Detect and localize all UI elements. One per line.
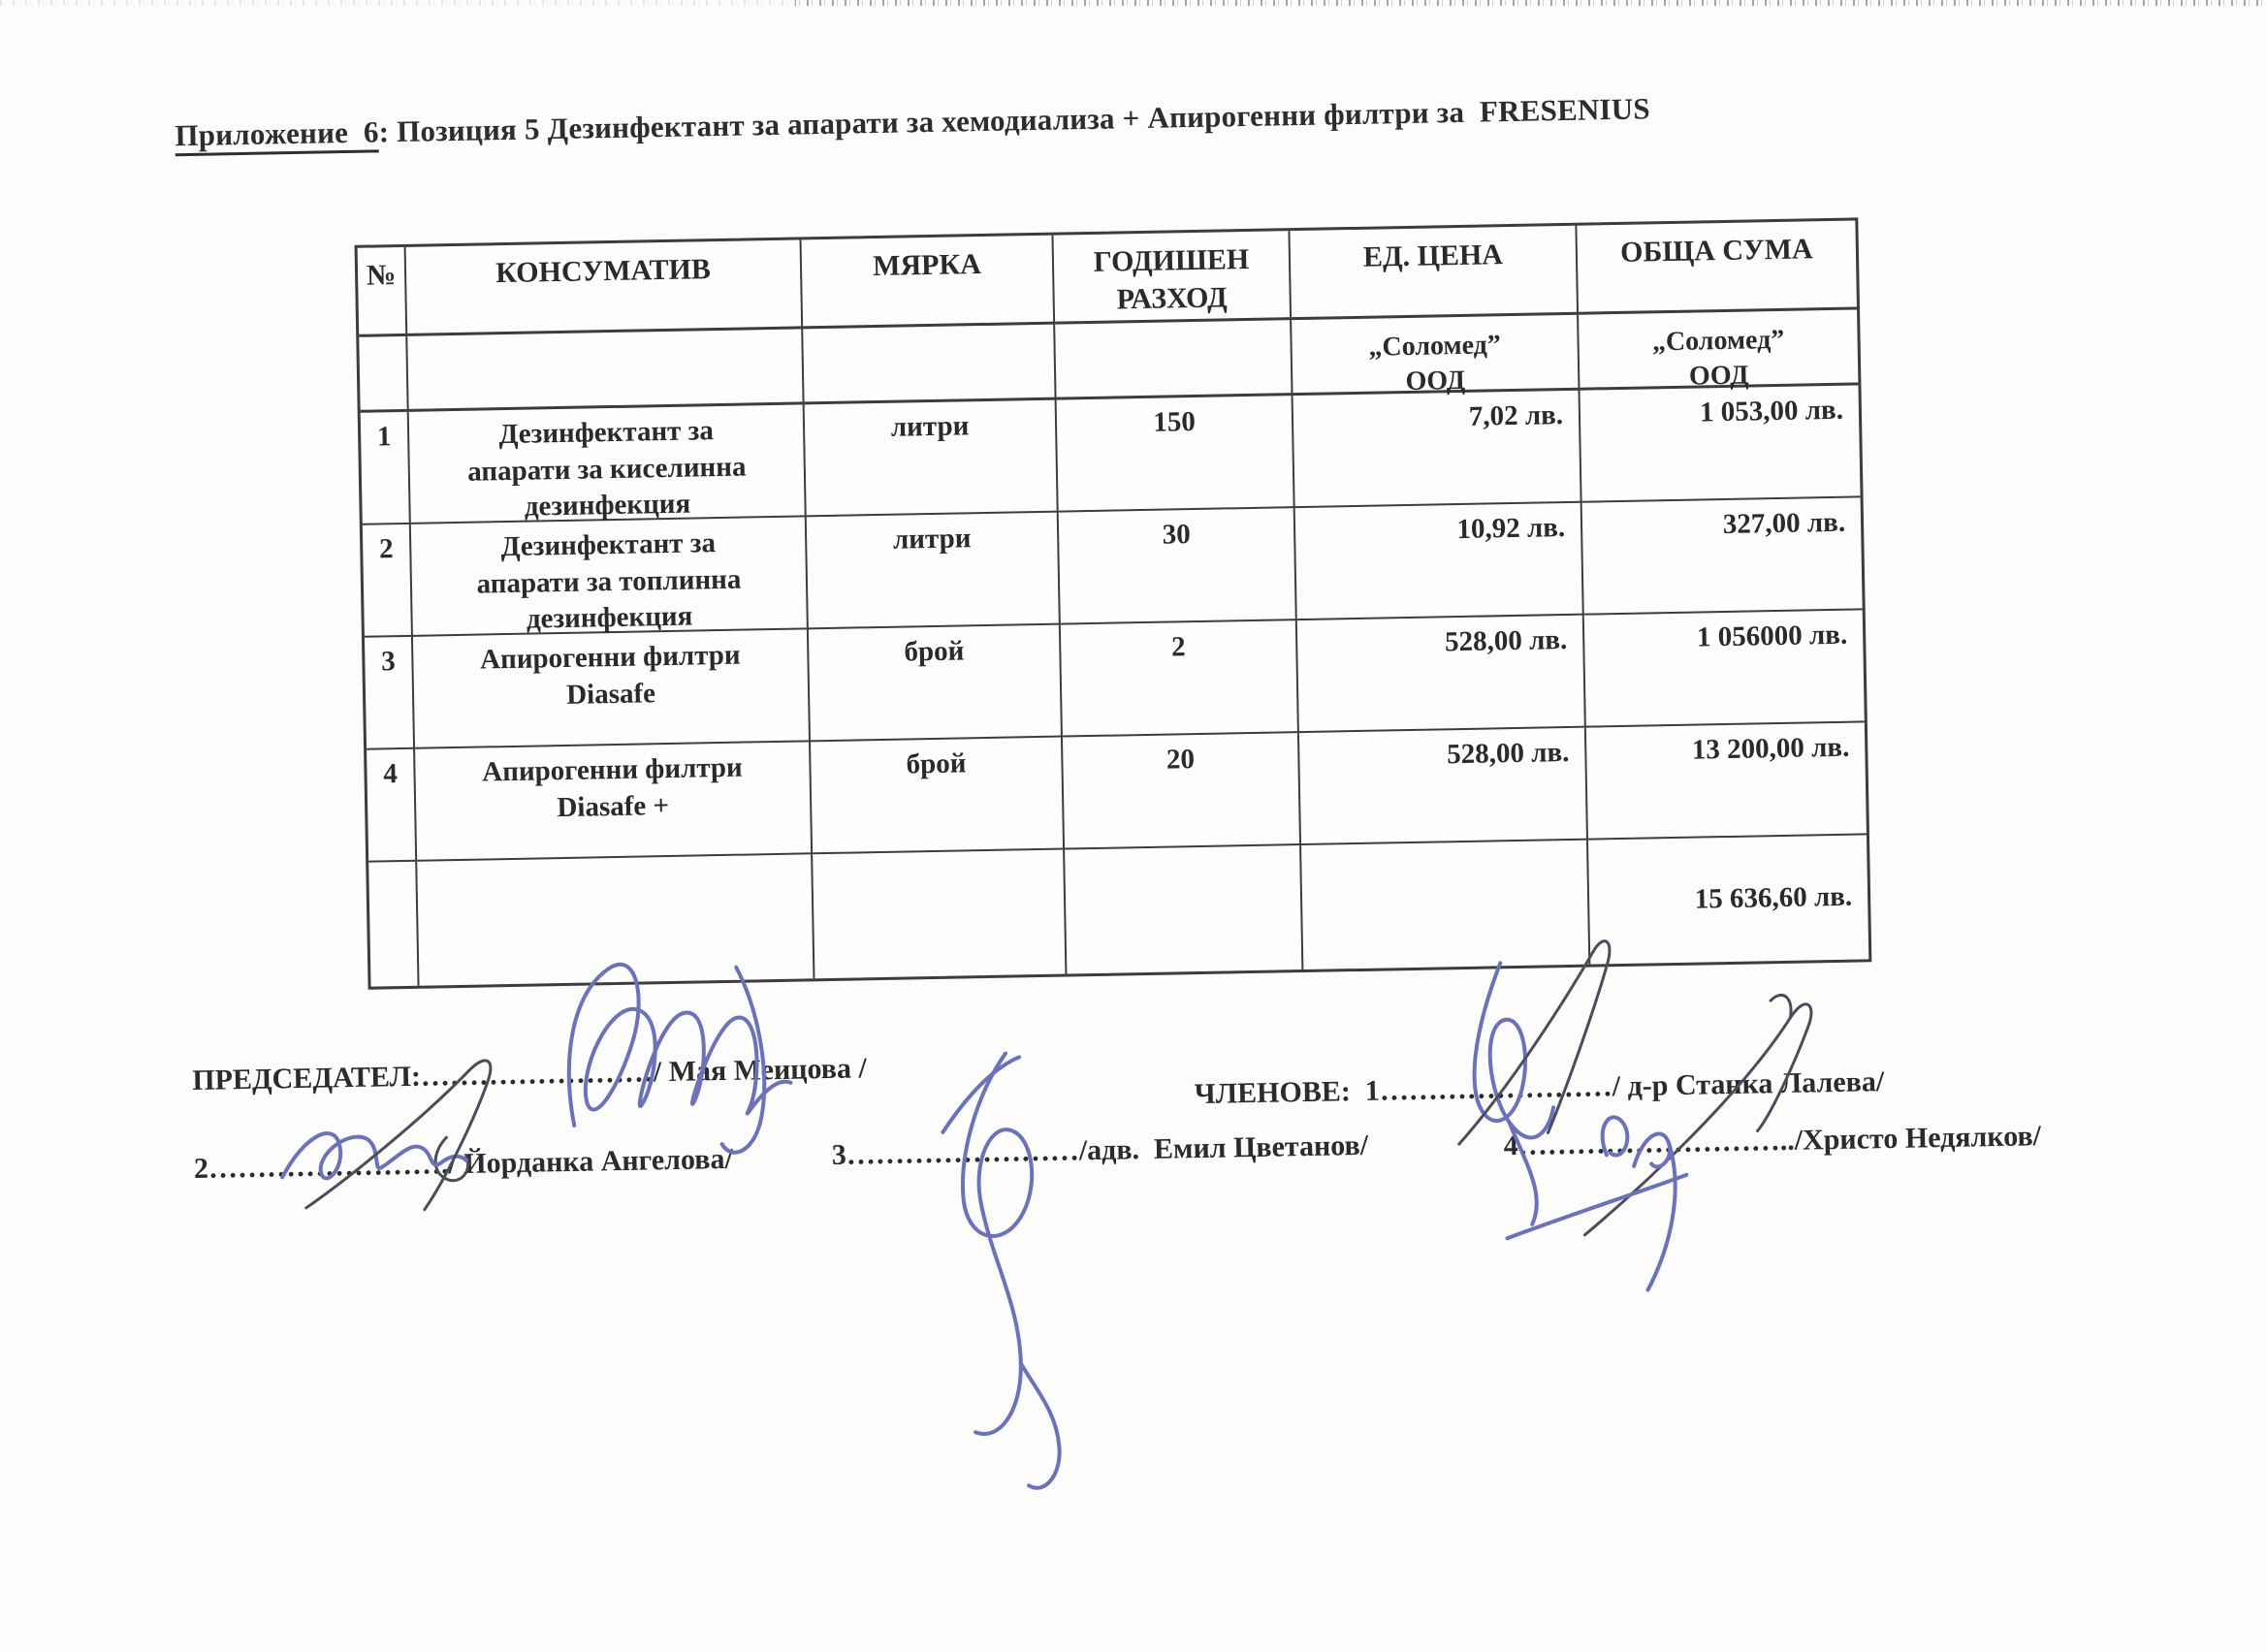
annual-usage-cell: 2	[1061, 620, 1299, 737]
member2-signature-line	[194, 1143, 733, 1186]
title-annex-label: Приложение 6	[175, 114, 379, 156]
supplier-name-total: „Соломед” ООД	[1579, 309, 1858, 390]
member4-number: 4	[1503, 1129, 1519, 1162]
consumable-name-cell: Апирогенни филтри Diasafe	[413, 629, 811, 748]
col-header-total-sum: ОБЩА СУМА	[1577, 220, 1857, 314]
empty-cell	[368, 862, 419, 987]
supplier-name-unit-price: „Соломед” ООД	[1292, 315, 1580, 396]
member3-number: 3	[831, 1138, 847, 1171]
empty-cell	[417, 854, 814, 985]
empty-cell	[407, 329, 804, 411]
empty-cell	[359, 336, 408, 413]
unit-price-cell: 528,00 лв.	[1297, 616, 1586, 733]
grand-total-cell: 15 636,60 лв.	[1694, 880, 1853, 915]
member4-name: ../Христо Недялков/	[1779, 1120, 2042, 1158]
member2-name: ./ Йорданка Ангелова/	[440, 1142, 734, 1181]
col-header-number: №	[358, 247, 408, 337]
unit-cell: литри	[807, 513, 1061, 630]
row-number-cell: 4	[367, 749, 417, 863]
member2-dotted-leader: ……………………	[208, 1148, 442, 1185]
unit-price-cell: 528,00 лв.	[1299, 728, 1588, 845]
consumable-name-cell: Дезинфектант за апарати за киселинна дезинфекция	[409, 404, 807, 524]
member3-signature-line	[832, 1129, 1369, 1172]
consumable-name-cell: Дезинфектант за апарати за топлинна дезинфекция	[411, 517, 809, 636]
member1-dotted-leader: ……………………	[1379, 1070, 1613, 1107]
total-sum-cell: 1 053,00 лв.	[1580, 385, 1860, 502]
chairman-label: ПРЕДСЕДАТЕЛ:	[191, 1060, 422, 1097]
chairman-dotted-leader: ……………………	[420, 1056, 655, 1093]
unit-price-cell: 7,02 лв.	[1293, 391, 1582, 508]
member3-dotted-leader: ……………………	[846, 1134, 1080, 1171]
col-header-unit: МЯРКА	[802, 236, 1056, 330]
member2-number: 2	[193, 1152, 209, 1186]
col-header-consumable: КОНСУМАТИВ	[406, 239, 804, 335]
annual-usage-cell: 20	[1063, 733, 1301, 849]
annual-usage-cell: 30	[1059, 508, 1297, 624]
member3-name: /адв. Емил Цветанов/	[1078, 1128, 1369, 1167]
chairman-signature-line	[192, 1052, 867, 1097]
unit-cell: брой	[809, 625, 1063, 743]
col-header-annual-usage: ГОДИШЕН РАЗХОД	[1053, 231, 1292, 324]
empty-cell	[1055, 320, 1293, 399]
col-header-unit-price: ЕД. ЦЕНА	[1290, 226, 1579, 320]
total-sum-cell: 1 056000 лв.	[1584, 610, 1865, 727]
total-sum-cell: 327,00 лв.	[1582, 497, 1863, 615]
consumables-table	[355, 217, 1872, 989]
chairman-name: / Мая Меицова /	[653, 1052, 868, 1089]
member1-name: / д-р Станка Лалева/	[1612, 1065, 1885, 1103]
empty-cell	[813, 850, 1067, 979]
consumable-name-cell: Апирогенни филтри Diasafe +	[415, 742, 813, 861]
empty-cell	[1065, 845, 1303, 973]
signature-member3-ink	[942, 1053, 1060, 1490]
member1-signature-line	[1194, 1065, 1884, 1111]
page-title	[175, 91, 1650, 153]
member4-dotted-leader: ………………………	[1517, 1125, 1781, 1162]
total-sum-cell: 13 200,00 лв.	[1586, 722, 1867, 840]
member4-signature-line	[1503, 1120, 2041, 1162]
title-text: : Позиция 5 Дезинфектант за апарати за хемодиализа + Апирогенни филтри за FRESENIUS	[378, 91, 1651, 149]
unit-cell: литри	[805, 400, 1059, 518]
members-label: ЧЛЕНОВЕ: 1	[1194, 1074, 1381, 1111]
row-number-cell: 3	[365, 637, 415, 750]
row-number-cell: 1	[361, 412, 411, 525]
empty-cell	[803, 325, 1056, 405]
row-number-cell: 2	[363, 524, 413, 638]
unit-cell: брой	[811, 738, 1065, 855]
unit-price-cell: 10,92 лв.	[1295, 503, 1584, 620]
empty-cell	[1301, 841, 1590, 969]
annual-usage-cell: 150	[1057, 396, 1295, 512]
